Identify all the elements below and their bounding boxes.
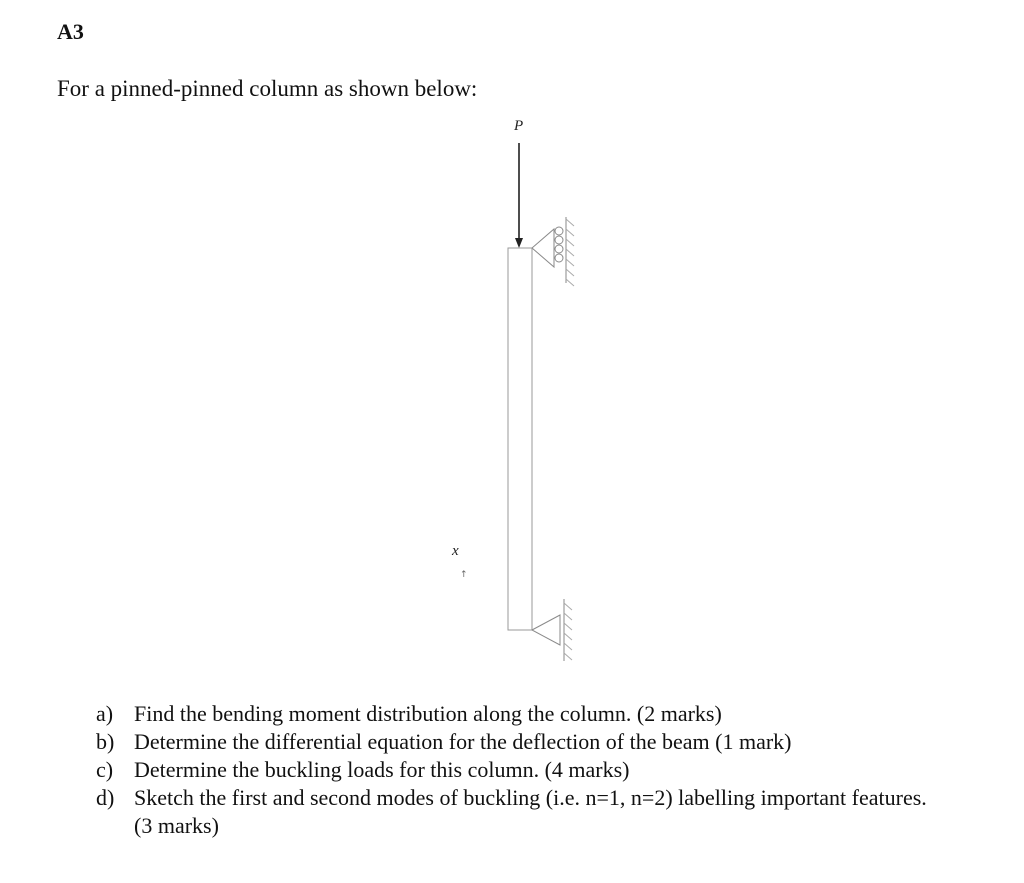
list-item	[96, 700, 936, 728]
list-marker: a)	[96, 701, 114, 726]
list-marker: c)	[96, 757, 114, 782]
list-item	[96, 756, 936, 784]
axis-label: x	[452, 543, 459, 559]
column-diagram-svg	[400, 105, 660, 685]
list-text: Sketch the first and second modes of buckling (i.e. n=1, n=2) labelling important features. (3 marks)	[134, 785, 927, 838]
list-item	[96, 784, 936, 840]
column	[508, 248, 532, 630]
list-marker: b)	[96, 729, 115, 754]
list-item	[96, 728, 936, 756]
load-arrow	[515, 143, 523, 248]
bottom-pin-support	[532, 599, 572, 661]
question-list	[96, 700, 936, 840]
list-text: Determine the differential equation for the deflection of the beam (1 mark)	[134, 729, 792, 754]
problem-statement: For a pinned-pinned column as shown below:	[57, 76, 478, 101]
question-number: A3	[57, 19, 84, 44]
list-text: Determine the buckling loads for this column. (4 marks)	[134, 757, 630, 782]
list-text: Find the bending moment distribution along the column. (2 marks)	[134, 701, 722, 726]
column-diagram	[400, 105, 660, 685]
axis-direction-mark: ↑	[460, 570, 468, 580]
load-label: P	[514, 118, 524, 134]
list-marker: d)	[96, 785, 115, 810]
top-roller-support	[532, 217, 574, 286]
